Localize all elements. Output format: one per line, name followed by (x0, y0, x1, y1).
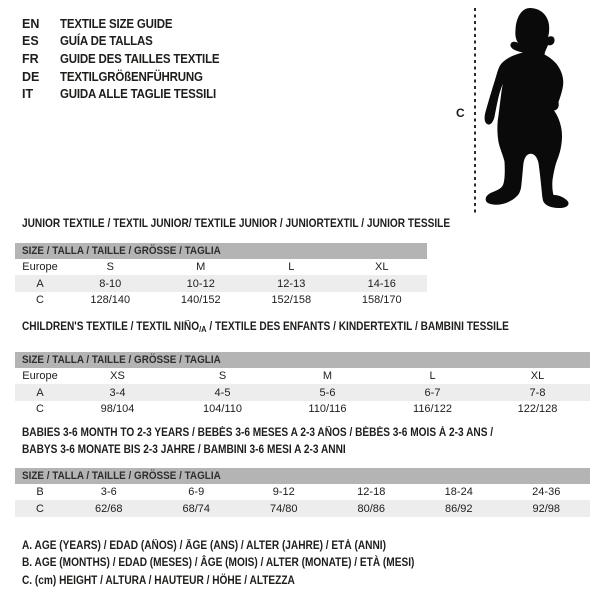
size-cell: 68/74 (153, 500, 241, 516)
legend-line-c: C. (cm) HEIGHT / ALTURA / HAUTEUR / HÖHE / ALTEZZA (22, 574, 295, 587)
size-cell: M (196, 261, 206, 274)
table-row-europe (15, 368, 590, 384)
lang-code: ES (22, 34, 39, 49)
size-cell: L (288, 261, 295, 274)
table-row-age (15, 275, 427, 291)
title-subscript: /A (199, 324, 207, 334)
size-cell: XL (530, 370, 545, 383)
lang-title: TEXTILGRÖßENFÜHRUNG (60, 69, 203, 84)
row-label: Europe (22, 261, 58, 274)
size-cell: 6-9 (188, 486, 205, 499)
title-line-2: BABYS 3-6 MONATE BIS 2-3 JAHRE / BAMBINI 3-6 MESI A 2-3 ANNI (22, 444, 346, 457)
lang-code: FR (22, 51, 39, 66)
lang-row-es (22, 33, 233, 51)
row-label: C (36, 293, 44, 306)
table-header-bar (15, 468, 590, 484)
size-cell: 6-7 (380, 384, 485, 400)
table-row-height (15, 500, 590, 516)
lang-title: TEXTILE SIZE GUIDE (60, 16, 173, 31)
size-cell: 12-18 (357, 486, 386, 499)
legend-line-a: A. AGE (YEARS) / EDAD (AÑOS) / ÂGE (ANS) / ALTER (JAHRE) / ETÀ (ANNI) (22, 540, 386, 552)
junior-size-table (15, 243, 427, 308)
size-cell: S (218, 370, 227, 383)
height-measure-label: C (456, 106, 465, 120)
row-label: Europe (22, 370, 58, 383)
section-title-junior: JUNIOR TEXTILE / TEXTIL JUNIOR/ TEXTILE JUNIOR / JUNIORTEXTIL / JUNIOR TESSILE (22, 218, 451, 230)
size-cell: 140/152 (180, 293, 221, 306)
size-cell: 122/128 (517, 402, 558, 415)
size-cell: 74/80 (240, 500, 328, 516)
row-label: A (15, 275, 65, 291)
size-cell: 86/92 (415, 500, 503, 516)
legend-line-b: B. AGE (MONTHS) / EDAD (MESES) / ÂGE (MOIS) / ALTER (MONATE) / ETÀ (MESI) (22, 557, 415, 570)
lang-row-en (22, 15, 233, 33)
size-cell: 7-8 (485, 384, 590, 400)
height-measure-dotted-line (474, 8, 476, 213)
size-header-label: SIZE / TALLA / TAILLE / GRÖSSE / TAGLIA (22, 245, 221, 257)
size-cell: 14-16 (337, 275, 428, 291)
size-cell: 10-12 (156, 275, 247, 291)
size-header-label: SIZE / TALLA / TAILLE / GRÖSSE / TAGLIA (22, 354, 221, 366)
size-cell: 98/104 (100, 402, 135, 415)
size-cell: 110/116 (308, 402, 347, 415)
title-text: / TEXTILE DES ENFANTS / KINDERTEXTIL / BAMBINI TESSILE (206, 321, 509, 333)
row-label: B (36, 486, 44, 499)
table-row-months (15, 484, 590, 500)
size-cell: 158/170 (361, 293, 402, 306)
size-cell: 3-6 (100, 486, 117, 499)
lang-title: GUIDE DES TAILLES TEXTILE (60, 51, 220, 66)
table-row-age (15, 384, 590, 400)
size-cell: 4-5 (170, 384, 275, 400)
table-header-bar (15, 243, 427, 259)
size-cell: 80/86 (328, 500, 416, 516)
size-cell: S (106, 261, 114, 274)
row-label: A (15, 384, 65, 400)
title-line-1: BABIES 3-6 MONTH TO 2-3 YEARS / BEBÉS 3-6 MESES A 2-3 AÑOS / BÉBÉS 3-6 MOIS À 2-3 ANS / (22, 427, 494, 439)
measure-legend (22, 538, 414, 590)
babies-size-table (15, 468, 590, 517)
size-cell: XS (110, 370, 125, 383)
title-text: CHILDREN'S TEXTILE / TEXTIL NIÑO (22, 321, 200, 333)
table-row-height (15, 292, 427, 308)
table-row-europe (15, 259, 427, 275)
size-cell: 116/122 (413, 402, 452, 415)
lang-code: EN (22, 16, 40, 31)
lang-row-fr (22, 50, 233, 68)
children-size-table (15, 352, 590, 417)
size-cell: 152/158 (271, 293, 312, 306)
size-cell: 5-6 (275, 384, 380, 400)
size-cell: M (322, 370, 333, 383)
section-title-children (22, 319, 509, 338)
row-label: C (36, 402, 44, 415)
size-cell: 12-13 (246, 275, 337, 291)
size-cell: XL (375, 261, 389, 274)
size-cell: 8-10 (65, 275, 156, 291)
lang-title: GUÍA DE TALLAS (60, 34, 153, 49)
language-title-list (22, 15, 233, 103)
lang-code: IT (22, 87, 34, 102)
size-cell: L (429, 370, 436, 383)
row-label: C (15, 500, 65, 516)
lang-row-it (22, 85, 233, 103)
table-header-bar (15, 352, 590, 368)
table-row-height (15, 401, 590, 417)
section-title-babies (22, 425, 493, 460)
size-cell: 9-12 (272, 486, 295, 499)
lang-title: GUIDA ALLE TAGLIE TESSILI (60, 87, 216, 102)
size-header-label: SIZE / TALLA / TAILLE / GRÖSSE / TAGLIA (22, 470, 221, 482)
size-cell: 104/110 (203, 402, 242, 415)
size-cell: 18-24 (444, 486, 473, 499)
size-cell: 62/68 (65, 500, 153, 516)
size-cell: 24-36 (532, 486, 561, 499)
size-cell: 92/98 (503, 500, 591, 516)
lang-row-de (22, 68, 233, 86)
baby-silhouette-icon (482, 3, 572, 210)
size-cell: 3-4 (65, 384, 170, 400)
size-cell: 128/140 (90, 293, 131, 306)
lang-code: DE (22, 69, 40, 84)
